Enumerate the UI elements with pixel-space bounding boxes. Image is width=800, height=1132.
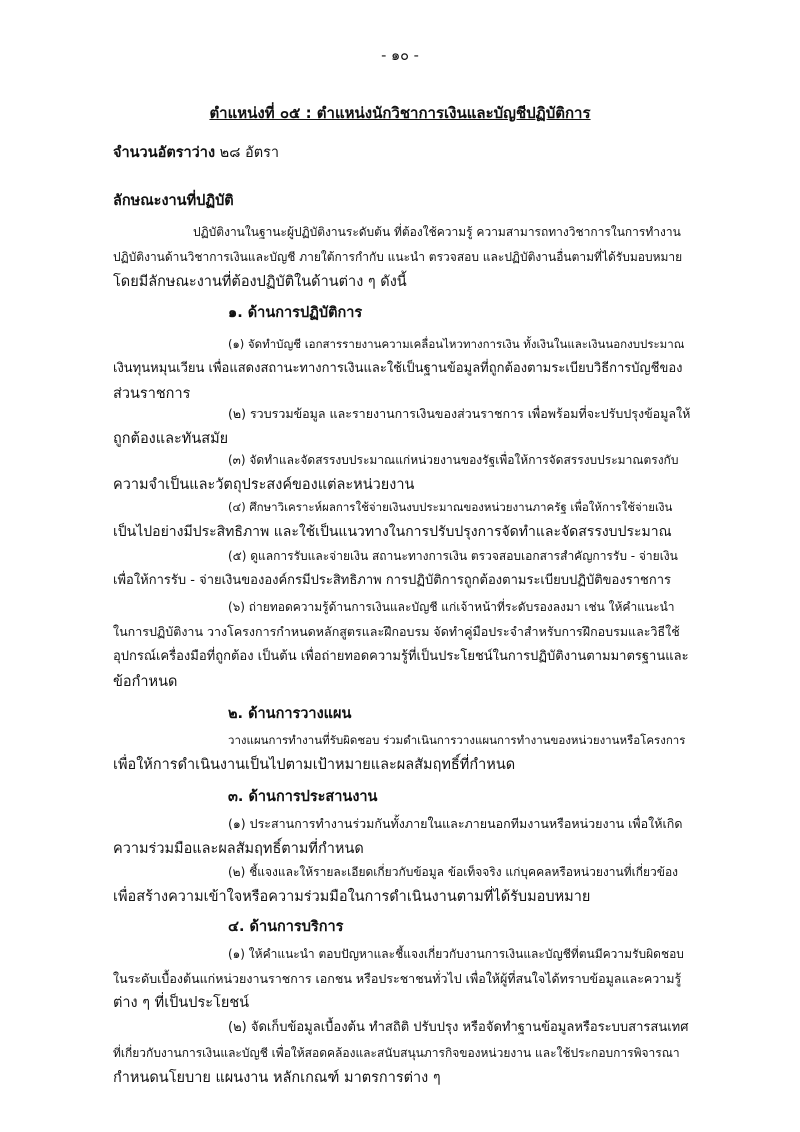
position-title: ตำแหน่งที่ ๐๕ : ตำแหน่งนักวิชาการเงินและบัญชีปฏิบัติการ [209, 104, 591, 122]
list-item-line: ข้อกำหนด [113, 674, 178, 690]
list-item-line: ความร่วมมือและผลสัมฤทธิ์ตามที่กำหนด [113, 841, 364, 857]
section-heading-coordination: ๓. ด้านการประสานงาน [228, 789, 378, 805]
list-item-line: (๒) ชี้แจงและให้รายละเอียดเกี่ยวกับข้อมูล ข้อเท็จจริง แก่บุคคลหรือหน่วยงานที่เกี่ยวข้อง [228, 865, 679, 879]
list-item-line: เพื่อให้การรับ - จ่ายเงินขององค์กรมีประสิทธิภาพ การปฏิบัติการถูกต้องตามระเบียบปฏิบัติของราชการ [113, 573, 671, 588]
section-heading-planning: ๒. ด้านการวางแผน [228, 706, 352, 722]
list-item-line: กำหนดนโยบาย แผนงาน หลักเกณฑ์ มาตรการต่าง ๆ [113, 1070, 441, 1086]
list-item-line: (๒) รวบรวมข้อมูล และรายงานการเงินของส่วนราชการ เพื่อพร้อมที่จะปรับปรุงข้อมูลให้ [228, 406, 691, 421]
vacancy-value: ๒๘ อัตรา [219, 145, 280, 161]
list-item-line: (๓) จัดทำและจัดสรรงบประมาณแก่หน่วยงานของรัฐเพื่อให้การจัดสรรงบประมาณตรงกับ [228, 453, 679, 467]
intro-line: ปฏิบัติงานในฐานะผู้ปฏิบัติงานระดับต้น ที่ต้องใช้ความรู้ ความสามารถทางวิชาการในการทำงาน [193, 225, 681, 239]
list-item-line: เพื่อสร้างความเข้าใจหรือความร่วมมือในการดำเนินงานตามที่ได้รับมอบหมาย [113, 889, 591, 905]
list-item-line: ในการปฏิบัติงาน วางโครงการกำหนดหลักสูตรและฝึกอบรม จัดทำคู่มือประจำสำหรับการฝึกอบรมและวิธีใช้ [113, 624, 680, 639]
list-item-line: ถูกต้องและทันสมัย [113, 431, 229, 447]
list-item-line: เป็นไปอย่างมีประสิทธิภาพ และใช้เป็นแนวทางในการปรับปรุงการจัดทำและจัดสรรงบประมาณ [113, 524, 672, 540]
list-item-line: ต่าง ๆ ที่เป็นประโยชน์ [113, 995, 250, 1011]
paragraph-line: วางแผนการทำงานที่รับผิดชอบ ร่วมดำเนินการวางแผนการทำงานของหน่วยงานหรือโครงการ [228, 733, 686, 747]
list-item-line: (๕) ดูแลการรับและจ่ายเงิน สถานะทางการเงิน ตรวจสอบเอกสารสำคัญการรับ - จ่ายเงิน [228, 549, 678, 563]
list-item-line: (๒) จัดเก็บข้อมูลเบื้องต้น ทำสถิติ ปรับปรุง หรือจัดทำฐานข้อมูลหรือระบบสารสนเทศ [228, 1020, 689, 1035]
list-item-line: ความจำเป็นและวัตถุประสงค์ของแต่ละหน่วยงาน [113, 477, 415, 493]
list-item-line: (๖) ถ่ายทอดความรู้ด้านการเงินและบัญชี แก่เจ้าหน้าที่ระดับรองลงมา เช่น ให้คำแนะนำ [228, 600, 675, 614]
list-item-line: (๑) ให้คำแนะนำ ตอบปัญหาและชี้แจงเกี่ยวกับงานการเงินและบัญชีที่ตนมีความรับผิดชอบ [228, 947, 684, 961]
list-item-line: (๑) จัดทำบัญชี เอกสารรายงานความเคลื่อนไหวทางการเงิน ทั้งเงินในและเงินนอกงบประมาณ [228, 337, 685, 351]
page-number: - ๑๐ - [381, 48, 419, 64]
list-item-line: อุปกรณ์เครื่องมือที่ถูกต้อง เป็นต้น เพื่อถ่ายทอดความรู้ที่เป็นประโยชน์ในการปฏิบัติงานตามมาตรฐานและ [113, 649, 689, 664]
vacancy-label: จำนวนอัตราว่าง [113, 145, 216, 161]
job-heading: ลักษณะงานที่ปฏิบัติ [113, 193, 234, 209]
list-item-line: เงินทุนหมุนเวียน เพื่อแสดงสถานะทางการเงินและใช้เป็นฐานข้อมูลที่ถูกต้องตามระเบียบวิธีการบัญชีของ [113, 361, 683, 376]
section-heading-service: ๔. ด้านการบริการ [228, 919, 344, 935]
intro-line: ปฏิบัติงานด้านวิชาการเงินและบัญชี ภายใต้การกำกับ แนะนำ ตรวจสอบ และปฏิบัติงานอื่นตามที่ได้รับมอบหมาย [113, 250, 683, 264]
list-item-line: ที่เกี่ยวกับงานการเงินและบัญชี เพื่อให้สอดคล้องและสนับสนุนภารกิจของหน่วยงาน และใช้ประกอบการพิจารณา [113, 1046, 680, 1060]
vacancy-line [113, 143, 279, 163]
list-item-line: ในระดับเบื้องต้นแก่หน่วยงานราชการ เอกชน หรือประชาชนทั่วไป เพื่อให้ผู้ที่สนใจได้ทราบข้อมูลและความรู้ [113, 971, 682, 986]
list-item-line: (๔) ศึกษาวิเคราะห์ผลการใช้จ่ายเงินงบประมาณของหน่วยงานภาครัฐ เพื่อให้การใช้จ่ายเงิน [228, 500, 673, 514]
list-item-line: ส่วนราชการ [113, 386, 191, 402]
list-item-line: (๑) ประสานการทำงานร่วมกันทั้งภายในและภายนอกทีมงานหรือหน่วยงาน เพื่อให้เกิด [228, 816, 683, 831]
paragraph-line: เพื่อให้การดำเนินงานเป็นไปตามเป้าหมายและผลสัมฤทธิ์ที่กำหนด [113, 757, 516, 773]
intro-line: โดยมีลักษณะงานที่ต้องปฏิบัติในด้านต่าง ๆ ดังนี้ [113, 274, 407, 290]
section-heading-operations: ๑. ด้านการปฏิบัติการ [228, 305, 363, 321]
